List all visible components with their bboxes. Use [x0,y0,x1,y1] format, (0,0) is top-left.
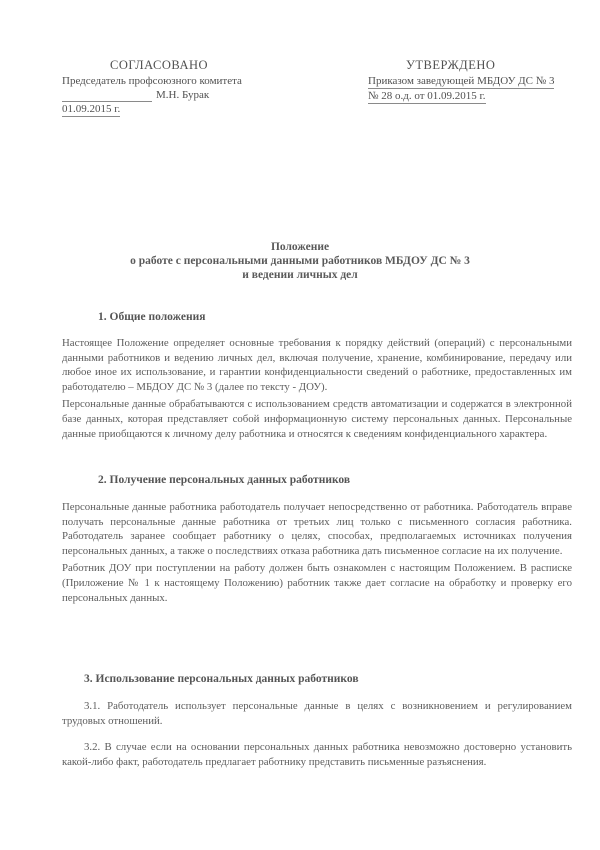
paragraph: 3.2. В случае если на основании персональных данных работника невозможно достоверно установить какой-либо факт, работодатель предлагает работнику представить письменные разъяснения. [62,741,572,768]
paragraph: Персональные данные работника работодатель получает непосредственно от работника. Работодатель вправе получать персональные данные работника от третьих лиц только с письменного согласия работника. Работодатель заранее сообщает работнику о целях, способах, предполагаемых источниках получения персональных данных, а также о последствиях отказа работника дать письменное согласие на их получение. [62,501,572,557]
section-heading: 3. Использование персональных данных работников [84,673,359,685]
approved-order-number: № 28 о.д. от 01.09.2015 г. [368,90,486,102]
approved-title: УТВЕРЖДЕНО [406,58,496,72]
agreed-title: СОГЛАСОВАНО [110,58,209,72]
document-title [0,240,600,282]
agreed-date: 01.09.2015 г. [62,103,121,115]
paragraph: 3.1. Работодатель использует персональные данные в целях с возникновением и регулированием трудовых отношений. [62,700,572,727]
document-title-line2: о работе с персональными данными работников МБДОУ ДС № 3 [130,255,470,267]
approved-order: Приказом заведующей МБДОУ ДС № 3 [368,75,555,87]
approval-block-agreed [62,58,282,117]
section-body [62,500,572,605]
section-heading: 1. Общие положения [98,311,206,323]
paragraph: Персональные данные обрабатываются с использованием средств автоматизации и содержатся в электронной базе данных, которая представляет собой информационную систему персональных данных. Персональные данные приобщаются к личному делу работника и относятся к сведениям конфиденциального характера. [62,398,572,440]
document-title-line3: и ведении личных дел [242,269,358,281]
agreed-signature-name: М.Н. Бурак [156,89,210,101]
agreed-signature-row [62,88,282,102]
paragraph: Настоящее Положение определяет основные требования к порядку действий (операций) с персональными данными работников и ведению личных дел, включая получение, хранение, комбинирование, передачу или любое иное их использование, и гарантии конфиденциальности сведений о работнике, предоставленных им работодателю – МБДОУ ДС № 3 (далее по тексту - ДОУ). [62,337,572,393]
approval-block-approved [368,58,583,104]
section-heading: 2. Получение персональных данных работников [98,474,351,486]
section-body [62,699,572,769]
paragraph: Работник ДОУ при поступлении на работу должен быть ознакомлен с настоящим Положением. В расписке (Приложение № 1 к настоящему Положению) работник также дает согласие на обработку и проверку его персональных данных. [62,562,572,604]
document-title-line1: Положение [270,241,330,253]
agreed-position: Председатель профсоюзного комитета [62,75,242,87]
section-body [62,336,572,441]
